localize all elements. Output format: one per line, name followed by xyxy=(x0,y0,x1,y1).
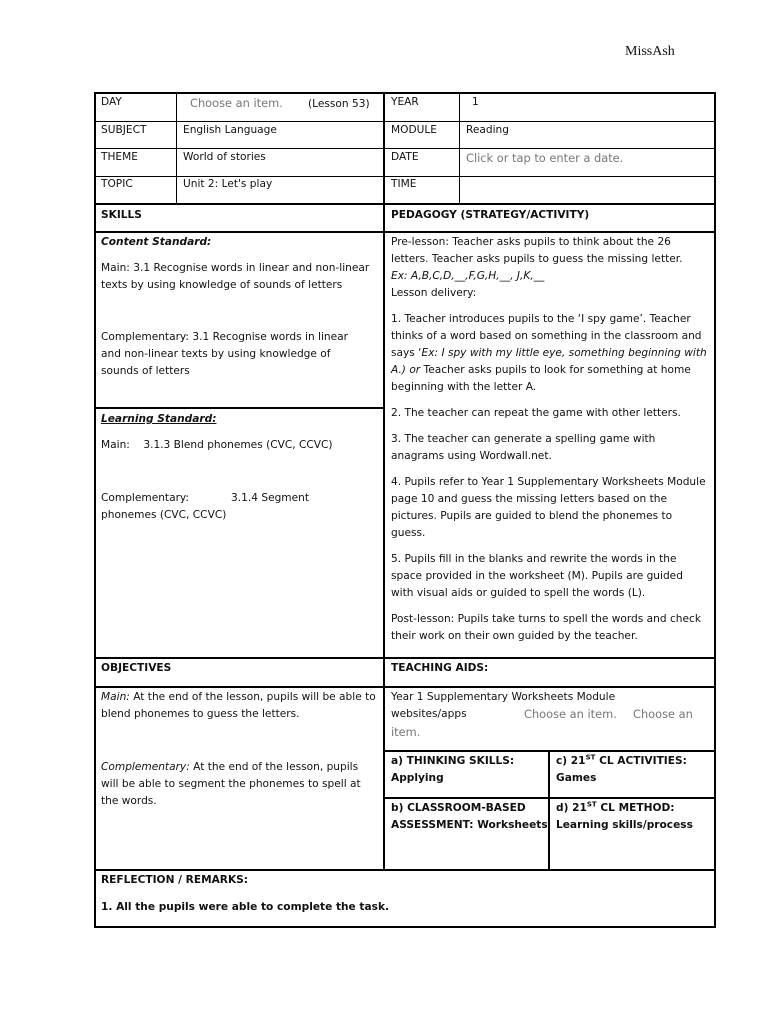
step-1-quote: Ex: I spy with my little eye, something beginning with A.) xyxy=(391,347,707,376)
subject-value: English Language xyxy=(183,124,277,136)
objective-complementary xyxy=(101,759,377,810)
objectives-heading: OBJECTIVES xyxy=(101,662,172,674)
cl-method-label-sup: ST xyxy=(586,800,597,809)
teaching-aids-dropdown-2[interactable]: Choose an xyxy=(633,707,693,721)
cl-activities-label xyxy=(556,753,687,770)
cl-activities-label-post: CL ACTIVITIES: xyxy=(595,755,687,767)
learning-main xyxy=(101,437,371,454)
content-standard xyxy=(101,234,371,380)
topic-label: TOPIC xyxy=(101,178,133,190)
thinking-skills-value: Applying xyxy=(391,772,444,784)
teaching-aids-dropdown-1[interactable]: Choose an item. xyxy=(524,707,617,721)
assessment-label-2: ASSESSMENT: xyxy=(391,819,478,831)
cl-method-label-post: CL METHOD: xyxy=(596,802,675,814)
module-value: Reading xyxy=(466,124,510,136)
pre-lesson: Pre-lesson: Teacher asks pupils to think about the 26 letters. Teacher asks pupils to guess the missing letter. xyxy=(391,236,683,265)
content-standard-title: Content Standard: xyxy=(101,236,212,248)
day-dropdown[interactable]: Choose an item. xyxy=(190,96,283,110)
objectives-body xyxy=(101,689,377,810)
thinking-skills-label: a) THINKING SKILLS: xyxy=(391,755,515,767)
objective-main xyxy=(101,689,377,723)
teaching-aids-line2: websites/apps xyxy=(391,708,467,720)
pedagogy-heading: PEDAGOGY (STRATEGY/ACTIVITY) xyxy=(391,209,590,221)
topic-value: Unit 2: Let's play xyxy=(183,178,273,190)
step-4: 4. Pupils refer to Year 1 Supplementary Worksheets Module page 10 and guess the missing letters based on the pictures. Pupils are guided to blend the phonemes to guess. xyxy=(391,476,706,539)
row-divider xyxy=(384,797,716,799)
row-divider xyxy=(94,686,716,688)
reflection-item: 1. All the pupils were able to complete the task. xyxy=(101,901,390,913)
section-divider xyxy=(94,869,716,871)
step-1-text: 1. Teacher introduces pupils to the ‘I spy game’. Teacher thinks of a word based on something in the classroom and says ‘ xyxy=(391,313,702,359)
pre-lesson-example: Ex: A,B,C,D,__,F,G,H,__, J,K,__ xyxy=(391,270,545,282)
author-name: MissAsh xyxy=(625,44,675,59)
row-divider xyxy=(384,750,716,752)
section-divider xyxy=(94,657,716,659)
col-divider xyxy=(383,204,385,658)
time-label: TIME xyxy=(391,178,417,190)
step-1-alt: Teacher asks pupils to look for something at home beginning with the letter A. xyxy=(391,364,691,393)
objective-comp-label: Complementary: xyxy=(101,761,190,773)
year-value: 1 xyxy=(472,96,479,108)
step-1 xyxy=(391,311,707,396)
date-picker[interactable]: Click or tap to enter a date. xyxy=(466,151,624,165)
year-label: YEAR xyxy=(391,96,419,108)
col-divider xyxy=(176,92,177,204)
cl-activities-label-pre: c) 21 xyxy=(556,755,586,767)
col-divider xyxy=(383,92,385,204)
assessment-value: Worksheets xyxy=(477,819,548,831)
table-border xyxy=(714,92,716,928)
col-divider xyxy=(548,751,550,871)
assessment-line2 xyxy=(391,817,548,834)
table-border xyxy=(94,926,716,928)
content-complementary: Complementary: 3.1 Recognise words in linear and non-linear texts by using knowledge of sounds of letters xyxy=(101,331,348,377)
learning-complementary-rest: phonemes (CVC, CCVC) xyxy=(101,509,227,521)
date-label: DATE xyxy=(391,151,419,163)
cl-method-value: Learning skills/process xyxy=(556,819,693,831)
learning-main-label: Main: xyxy=(101,439,130,451)
theme-label: THEME xyxy=(101,151,138,163)
teaching-aids-line1: Year 1 Supplementary Worksheets Module xyxy=(391,691,616,703)
learning-complementary xyxy=(101,490,371,507)
learning-complementary-value: 3.1.4 Segment xyxy=(231,492,310,504)
row-divider xyxy=(94,231,716,233)
col-divider xyxy=(459,92,460,204)
module-label: MODULE xyxy=(391,124,437,136)
post-lesson: Post-lesson: Pupils take turns to spell the words and check their work on their own guided by the teacher. xyxy=(391,613,701,642)
objective-comp-text: At the end of the lesson, pupils will be able to segment the phonemes to spell at the words. xyxy=(101,761,361,807)
lesson-number: (Lesson 53) xyxy=(308,98,370,110)
row-divider xyxy=(94,407,384,409)
learning-main-value: 3.1.3 Blend phonemes (CVC, CCVC) xyxy=(143,439,333,451)
content-main: Main: 3.1 Recognise words in linear and non-linear texts by using knowledge of sounds of letters xyxy=(101,262,370,291)
cl-method-label-pre: d) 21 xyxy=(556,802,587,814)
theme-value: World of stories xyxy=(183,151,266,163)
table-border xyxy=(94,92,96,928)
objective-main-label: Main: xyxy=(101,691,130,703)
objective-main-text: At the end of the lesson, pupils will be able to blend phonemes to guess the letters. xyxy=(101,691,376,720)
subject-label: SUBJECT xyxy=(101,124,147,136)
step-5: 5. Pupils fill in the blanks and rewrite the words in the space provided in the worksheet (M). Pupils are guided with visual aids or guided to spell the words (L). xyxy=(391,553,683,599)
skills-heading: SKILLS xyxy=(101,209,142,221)
assessment-label: b) CLASSROOM-BASED xyxy=(391,802,526,814)
day-label: DAY xyxy=(101,96,122,108)
learning-standard xyxy=(101,411,371,524)
learning-complementary-label: Complementary: xyxy=(101,492,190,504)
step-3: 3. The teacher can generate a spelling game with anagrams using Wordwall.net. xyxy=(391,433,656,462)
step-2: 2. The teacher can repeat the game with other letters. xyxy=(391,407,681,419)
pedagogy-body xyxy=(391,234,707,645)
col-divider xyxy=(383,658,385,871)
cl-activities-label-sup: ST xyxy=(585,753,596,762)
teaching-aids-dropdown-2-rest[interactable]: item. xyxy=(391,725,421,739)
lesson-plan-table xyxy=(94,92,716,928)
cl-activities-value: Games xyxy=(556,772,597,784)
step-1-or: or xyxy=(405,364,424,376)
learning-standard-title: Learning Standard: xyxy=(101,413,217,425)
lesson-delivery-label: Lesson delivery: xyxy=(391,287,477,299)
cl-method-label xyxy=(556,800,675,817)
time-value[interactable] xyxy=(466,176,706,193)
section-divider xyxy=(94,203,716,205)
reflection-heading: REFLECTION / REMARKS: xyxy=(101,874,249,886)
teaching-aids-heading: TEACHING AIDS: xyxy=(391,662,489,674)
